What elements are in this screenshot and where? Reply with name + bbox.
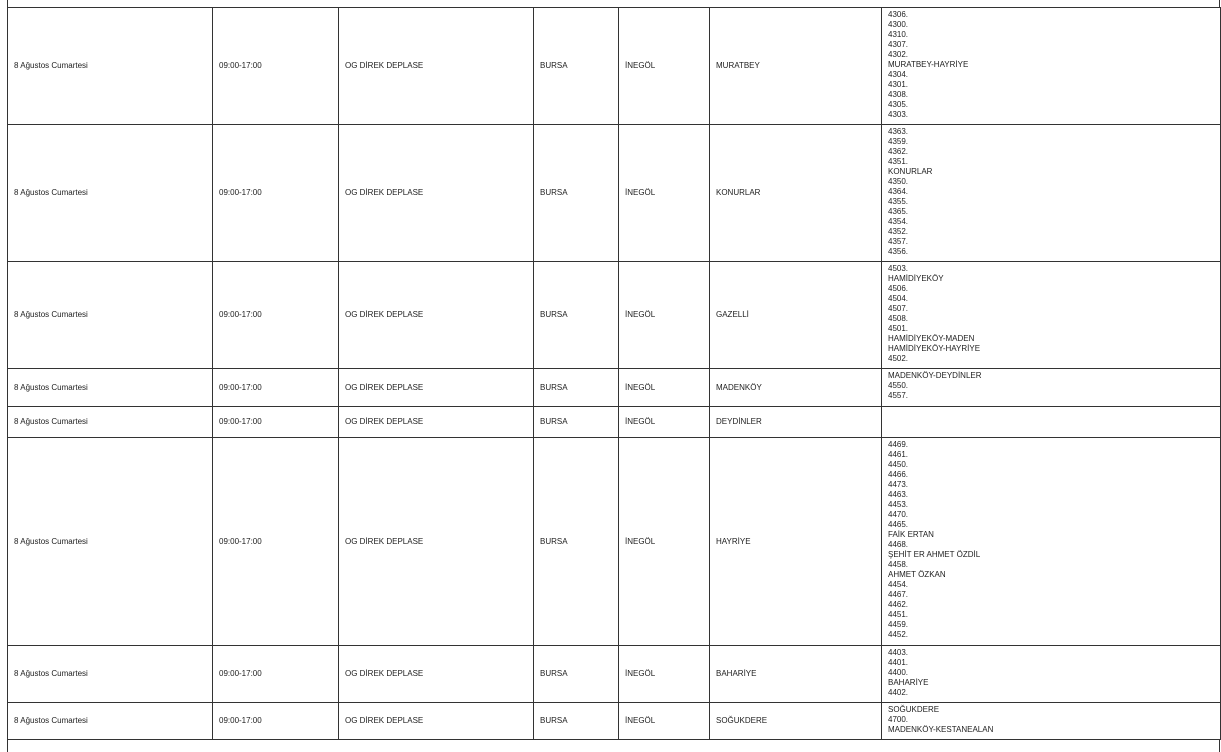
- streets-cell: [882, 646, 1221, 703]
- work-type-cell: OG DİREK DEPLASE: [339, 8, 534, 125]
- city-cell: BURSA: [534, 646, 619, 703]
- street-item: 4308.: [888, 90, 909, 99]
- outage-table: [7, 7, 1221, 740]
- street-item: AHMET ÖZKAN: [888, 570, 946, 579]
- street-item: BAHARİYE: [888, 678, 929, 687]
- streets-cell: [882, 125, 1221, 262]
- district-cell: İNEGÖL: [619, 438, 710, 646]
- city-cell: BURSA: [534, 125, 619, 262]
- streets-cell: [882, 438, 1221, 646]
- table-row: [8, 262, 1221, 369]
- street-item: 4465.: [888, 520, 909, 529]
- neighborhood-cell: HAYRİYE: [710, 438, 882, 646]
- date-cell: 8 Ağustos Cumartesi: [8, 703, 213, 740]
- neighborhood-cell: MADENKÖY: [710, 369, 882, 407]
- street-item: 4450.: [888, 460, 909, 469]
- time-cell: 09:00-17:00: [213, 125, 339, 262]
- city-cell: BURSA: [534, 262, 619, 369]
- street-item: 4454.: [888, 580, 909, 589]
- work-type-cell: OG DİREK DEPLASE: [339, 703, 534, 740]
- neighborhood-cell: MURATBEY: [710, 8, 882, 125]
- table-row: [8, 646, 1221, 703]
- neighborhood-cell: KONURLAR: [710, 125, 882, 262]
- table-row: [8, 125, 1221, 262]
- streets-cell: [882, 262, 1221, 369]
- table-top-edge: [7, 0, 1220, 7]
- table-row: [8, 438, 1221, 646]
- table-row: [8, 407, 1221, 438]
- time-cell: 09:00-17:00: [213, 262, 339, 369]
- street-item: 4468.: [888, 540, 909, 549]
- street-item: 4459.: [888, 620, 909, 629]
- street-item: KONURLAR: [888, 167, 933, 176]
- street-item: 4351.: [888, 157, 909, 166]
- neighborhood-cell: BAHARİYE: [710, 646, 882, 703]
- street-item: 4307.: [888, 40, 909, 49]
- neighborhood-cell: GAZELLİ: [710, 262, 882, 369]
- street-item: ŞEHİT ER AHMET ÖZDİL: [888, 550, 981, 559]
- streets-cell: [882, 407, 1221, 438]
- streets-cell: [882, 703, 1221, 740]
- city-cell: BURSA: [534, 369, 619, 407]
- street-item: 4352.: [888, 227, 909, 236]
- district-cell: İNEGÖL: [619, 262, 710, 369]
- street-item: HAMİDİYEKÖY-HAYRİYE: [888, 344, 981, 353]
- street-item: 4466.: [888, 470, 909, 479]
- work-type-cell: OG DİREK DEPLASE: [339, 125, 534, 262]
- street-item: 4364.: [888, 187, 909, 196]
- work-type-cell: OG DİREK DEPLASE: [339, 407, 534, 438]
- city-cell: BURSA: [534, 438, 619, 646]
- street-item: 4453.: [888, 500, 909, 509]
- street-item: 4550.: [888, 381, 909, 390]
- date-cell: 8 Ağustos Cumartesi: [8, 262, 213, 369]
- work-type-cell: OG DİREK DEPLASE: [339, 369, 534, 407]
- district-cell: İNEGÖL: [619, 407, 710, 438]
- table-row: [8, 8, 1221, 125]
- street-item: 4469.: [888, 440, 909, 449]
- city-cell: BURSA: [534, 8, 619, 125]
- time-cell: 09:00-17:00: [213, 8, 339, 125]
- table-bottom-edge: [7, 740, 1220, 752]
- street-item: 4470.: [888, 510, 909, 519]
- table-row: [8, 369, 1221, 407]
- date-cell: 8 Ağustos Cumartesi: [8, 369, 213, 407]
- date-cell: 8 Ağustos Cumartesi: [8, 125, 213, 262]
- street-item: 4356.: [888, 247, 909, 256]
- time-cell: 09:00-17:00: [213, 438, 339, 646]
- street-item: 4557.: [888, 391, 909, 400]
- city-cell: BURSA: [534, 703, 619, 740]
- street-item: 4503.: [888, 264, 909, 273]
- street-item: 4354.: [888, 217, 909, 226]
- street-item: FAİK ERTAN: [888, 530, 934, 539]
- street-item: 4350.: [888, 177, 909, 186]
- table-row: [8, 703, 1221, 740]
- street-item: 4310.: [888, 30, 909, 39]
- street-item: 4507.: [888, 304, 909, 313]
- street-item: 4359.: [888, 137, 909, 146]
- street-item: 4403.: [888, 648, 909, 657]
- street-item: 4461.: [888, 450, 909, 459]
- city-cell: BURSA: [534, 407, 619, 438]
- street-item: 4305.: [888, 100, 909, 109]
- street-item: 4451.: [888, 610, 909, 619]
- street-item: SOĞUKDERE: [888, 705, 940, 714]
- street-item: 4365.: [888, 207, 909, 216]
- date-cell: 8 Ağustos Cumartesi: [8, 8, 213, 125]
- work-type-cell: OG DİREK DEPLASE: [339, 438, 534, 646]
- outage-table-body: [8, 8, 1221, 740]
- street-item: 4506.: [888, 284, 909, 293]
- street-item: HAMİDİYEKÖY-MADEN: [888, 334, 975, 343]
- street-item: 4301.: [888, 80, 909, 89]
- street-item: 4467.: [888, 590, 909, 599]
- date-cell: 8 Ağustos Cumartesi: [8, 407, 213, 438]
- street-item: MADENKÖY-DEYDİNLER: [888, 371, 982, 380]
- street-item: HAMİDİYEKÖY: [888, 274, 944, 283]
- street-item: 4304.: [888, 70, 909, 79]
- street-item: 4300.: [888, 20, 909, 29]
- street-item: 4355.: [888, 197, 909, 206]
- street-item: MURATBEY-HAYRİYE: [888, 60, 969, 69]
- date-cell: 8 Ağustos Cumartesi: [8, 646, 213, 703]
- street-item: 4501.: [888, 324, 909, 333]
- street-item: 4463.: [888, 490, 909, 499]
- time-cell: 09:00-17:00: [213, 407, 339, 438]
- street-item: 4462.: [888, 600, 909, 609]
- time-cell: 09:00-17:00: [213, 703, 339, 740]
- district-cell: İNEGÖL: [619, 703, 710, 740]
- district-cell: İNEGÖL: [619, 125, 710, 262]
- street-item: 4303.: [888, 110, 909, 119]
- streets-cell: [882, 369, 1221, 407]
- street-item: 4357.: [888, 237, 909, 246]
- work-type-cell: OG DİREK DEPLASE: [339, 646, 534, 703]
- time-cell: 09:00-17:00: [213, 646, 339, 703]
- street-item: 4401.: [888, 658, 909, 667]
- street-item: 4508.: [888, 314, 909, 323]
- street-item: 4302.: [888, 50, 909, 59]
- work-type-cell: OG DİREK DEPLASE: [339, 262, 534, 369]
- neighborhood-cell: DEYDİNLER: [710, 407, 882, 438]
- district-cell: İNEGÖL: [619, 8, 710, 125]
- district-cell: İNEGÖL: [619, 646, 710, 703]
- street-item: 4473.: [888, 480, 909, 489]
- street-item: MADENKÖY-KESTANEALAN: [888, 725, 994, 734]
- street-item: 4458.: [888, 560, 909, 569]
- street-item: 4504.: [888, 294, 909, 303]
- street-item: 4363.: [888, 127, 909, 136]
- street-item: 4700.: [888, 715, 909, 724]
- street-item: 4306.: [888, 10, 909, 19]
- street-item: 4400.: [888, 668, 909, 677]
- neighborhood-cell: SOĞUKDERE: [710, 703, 882, 740]
- street-item: 4402.: [888, 688, 909, 697]
- street-item: 4502.: [888, 354, 909, 363]
- street-item: 4362.: [888, 147, 909, 156]
- date-cell: 8 Ağustos Cumartesi: [8, 438, 213, 646]
- district-cell: İNEGÖL: [619, 369, 710, 407]
- time-cell: 09:00-17:00: [213, 369, 339, 407]
- street-item: 4452.: [888, 630, 909, 639]
- streets-cell: [882, 8, 1221, 125]
